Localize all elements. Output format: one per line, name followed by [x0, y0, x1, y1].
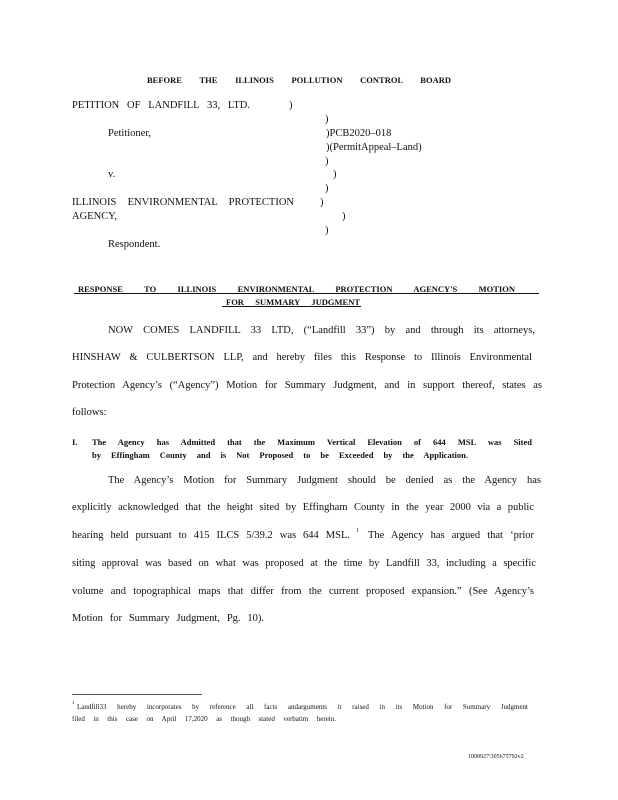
body-line: volume and topographical maps that differ from the current proposed expansion.” (See Agency’s	[72, 586, 534, 597]
intro-line: HINSHAW & CULBERTSON LLP, and hereby files this Response to Illinois Environmental	[72, 352, 532, 363]
versus: v.	[108, 169, 116, 180]
caption-bracket: )	[325, 156, 329, 167]
petitioner-label: Petitioner,	[108, 128, 152, 139]
respondent-name-cont: AGENCY,	[72, 211, 118, 222]
section-heading: The Agency has Admitted that the Maximum Vertical Elevation of 644 MSL was Sited	[92, 437, 532, 447]
document-id: 1008927\305675792v2	[468, 754, 524, 760]
case-type: )(PermitAppeal–Land)	[326, 142, 422, 153]
respondent-name: ILLINOIS ENVIRONMENTAL PROTECTION	[72, 197, 294, 208]
caption-bracket: )	[325, 183, 329, 194]
body-line: hearing held pursuant to 415 ILCS 5/39.2 was 644 MSL.	[72, 530, 350, 541]
caption-bracket: )	[325, 225, 329, 236]
caption-bracket: )	[320, 197, 324, 208]
intro-line: follows:	[72, 407, 107, 418]
body-line-tail: The Agency has argued that ‘prior	[368, 530, 534, 541]
caption-bracket: )	[325, 114, 329, 125]
title-rule	[222, 306, 361, 307]
footnote-marker: 1	[72, 701, 75, 706]
body-line: The Agency’s Motion for Summary Judgment should be denied as the Agency has	[108, 475, 541, 486]
document-title-cont: FOR SUMMARY JUDGMENT	[226, 297, 360, 307]
document-title: RESPONSE TO ILLINOIS ENVIRONMENTAL PROTECTION AGENCY'S MOTION	[78, 284, 515, 294]
footnote-rule	[72, 694, 202, 695]
intro-line: NOW COMES LANDFILL 33 LTD, (“Landfill 33”) by and through its attorneys,	[108, 325, 535, 336]
caption-bracket: )	[333, 169, 337, 180]
court-heading: BEFORE THE ILLINOIS POLLUTION CONTROL BOARD	[147, 75, 451, 85]
footnote-text-cont: filed in this case on April 17,2020 as though stated verbatim herein.	[72, 715, 336, 723]
section-number: I.	[72, 437, 78, 447]
footnote-text: Landfill33 hereby incorporates by reference all facts andarguments it raised in its Motion for Summary Judgment	[77, 703, 528, 711]
case-number: )PCB2020–018	[326, 128, 392, 139]
caption-bracket: )	[342, 211, 346, 222]
body-line: siting approval was based on what was proposed at the time by Landfill 33, including a specific	[72, 558, 536, 569]
footnote-reference: 1	[356, 528, 359, 534]
title-rule	[74, 293, 539, 294]
intro-line: Protection Agency’s (“Agency”) Motion for Summary Judgment, and in support thereof, states as	[72, 380, 542, 391]
petition-line: PETITION OF LANDFILL 33, LTD.	[72, 100, 250, 111]
caption-bracket: )	[289, 100, 293, 111]
respondent-label: Respondent.	[108, 239, 161, 250]
section-heading-cont: by Effingham County and is Not Proposed to be Exceeded by the Application.	[92, 450, 468, 460]
body-line: explicitly acknowledged that the height sited by Effingham County in the year 2000 via a public	[72, 502, 534, 513]
body-line: Motion for Summary Judgment, Pg. 10).	[72, 613, 264, 624]
